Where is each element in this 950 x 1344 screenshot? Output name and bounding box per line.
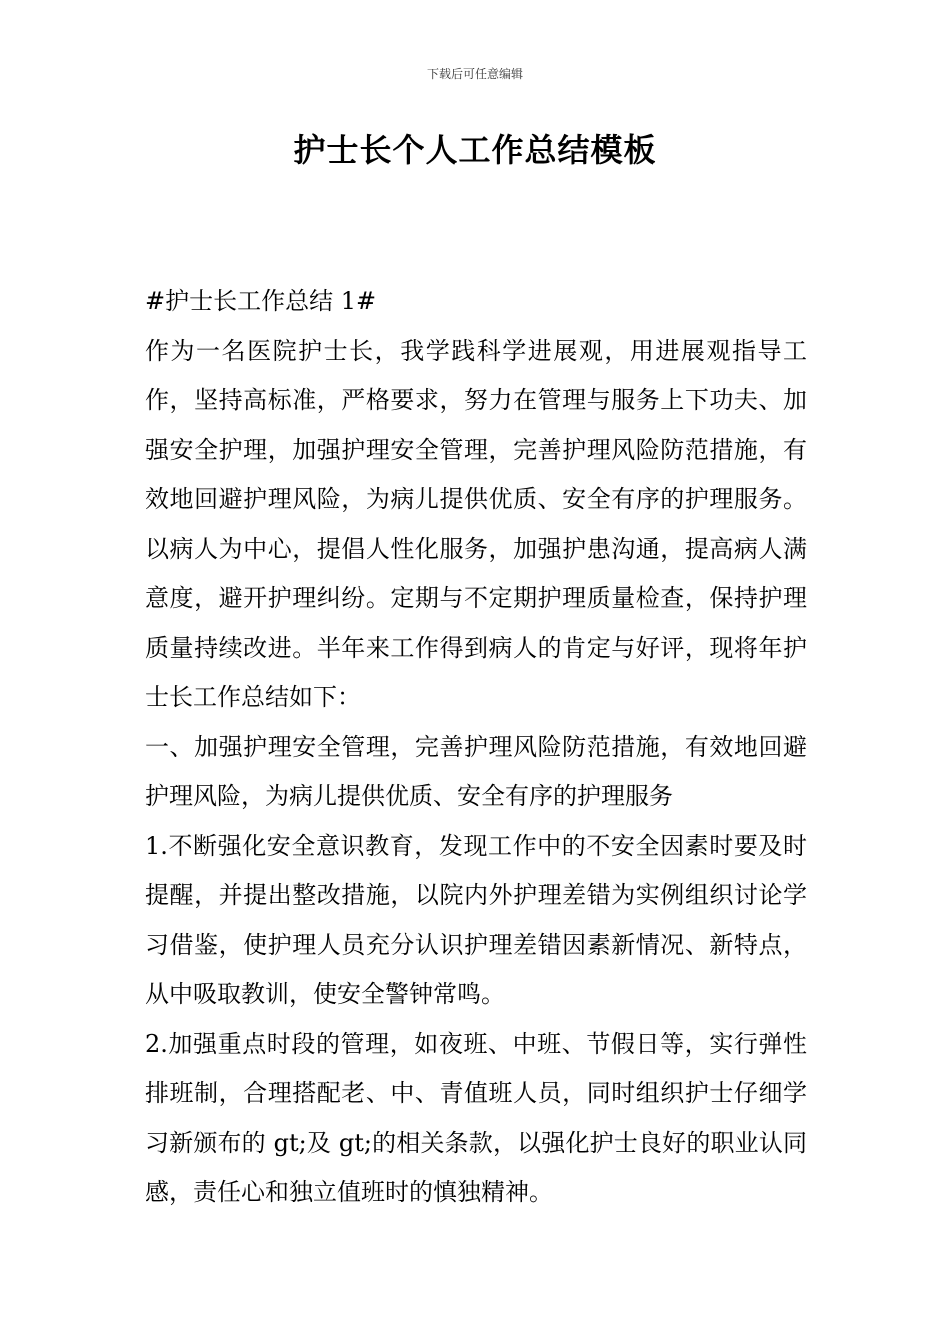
section-one-heading: 一、加强护理安全管理，完善护理风险防范措施，有效地回避护理风险，为病儿提供优质、安全有序的护理服务 — [145, 732, 807, 810]
item-2-paragraph: 2.加强重点时段的管理，如夜班、中班、节假日等，实行弹性排班制，合理搭配老、中、青值班人员，同时组织护士仔细学习新颁布的 gt;及 gt;的相关条款，以强化护士良好的职业认同感，责任心和独立值班时的慎独精神。 — [145, 1029, 807, 1206]
item-1-paragraph: 1.不断强化安全意识教育，发现工作中的不安全因素时要及时提醒，并提出整改措施，以院内外护理差错为实例组织讨论学习借鉴，使护理人员充分认识护理差错因素新情况、新特点，从中吸取教训，使安全警钟常鸣。 — [145, 831, 807, 1008]
document-body — [145, 277, 807, 1218]
header-note: 下载后可任意编辑 — [426, 67, 523, 81]
document-title: 护士长个人工作总结模板 — [293, 131, 657, 169]
section-heading: #护士长工作总结 1# — [145, 287, 377, 315]
intro-paragraph: 作为一名医院护士长，我学践科学进展观，用进展观指导工作，坚持高标准，严格要求，努力在管理与服务上下功夫、加强安全护理，加强护理安全管理，完善护理风险防范措施，有效地回避护理风险，为病儿提供优质、安全有序的护理服务。以病人为中心，提倡人性化服务，加强护患沟通，提高病人满意度，避开护理纠纷。定期与不定期护理质量检查，保持护理质量持续改进。半年来工作得到病人的肯定与好评，现将年护士长工作总结如下： — [145, 336, 807, 711]
